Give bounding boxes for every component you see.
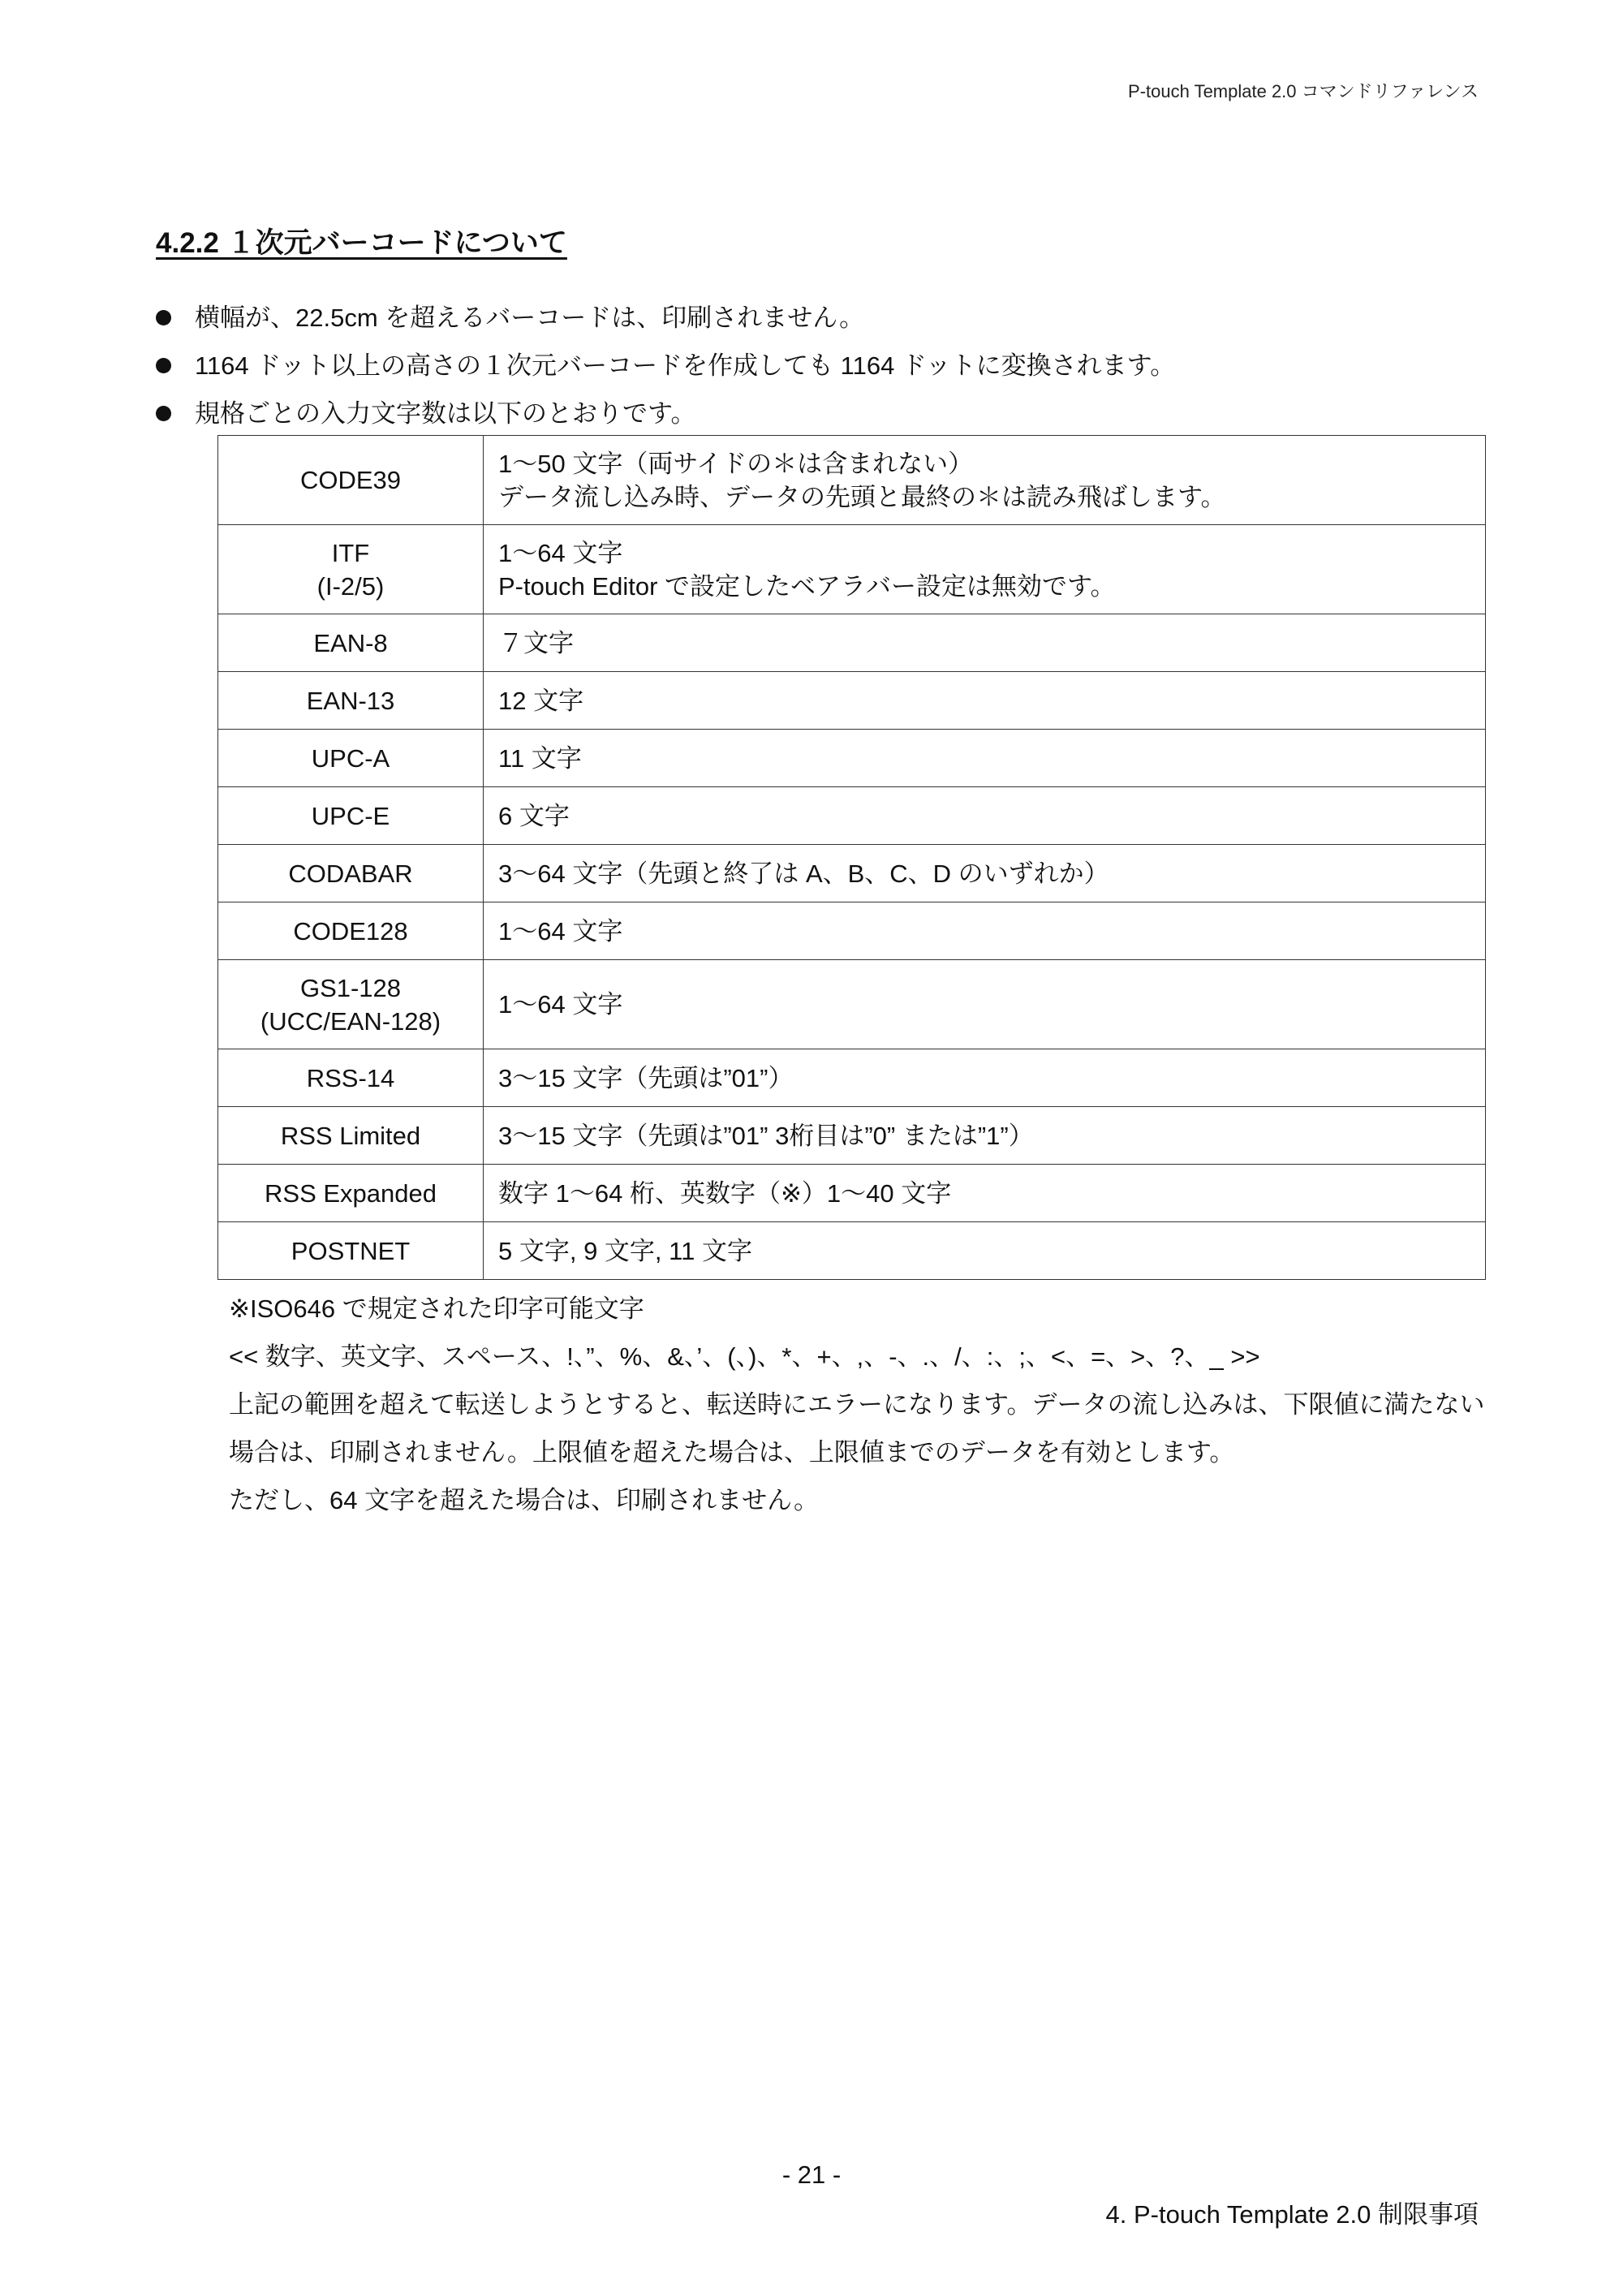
section-heading: 4.2.2 １次元バーコードについて [156, 227, 567, 259]
barcode-type-cell [218, 1049, 484, 1107]
table-row [218, 730, 1486, 787]
barcode-type-cell [218, 787, 484, 845]
barcode-type-cell [218, 525, 484, 614]
barcode-type: CODE39 [299, 466, 402, 494]
bullet-icon [156, 310, 171, 325]
barcode-type-cell [218, 1107, 484, 1165]
barcode-type-alias: (I-2/5) [316, 571, 385, 601]
bullet-text: 1164 ドット以上の高さの１次元バーコードを作成しても 1164 ドットに変換されます。 [195, 351, 1176, 380]
barcode-type: RSS Limited [280, 1121, 421, 1150]
barcode-type: RSS Expanded [265, 1178, 437, 1208]
character-limit-cell [484, 1049, 1486, 1107]
table-row [218, 902, 1486, 960]
transfer-note: 上記の範囲を超えて転送しようとすると、転送時にエラーになります。データの流し込みは、下限値に満たない場合は、印刷されません。上限値を超えた場合は、上限値までのデータを有効とします。 [229, 1390, 1485, 1467]
barcode-type: UPC-A [311, 743, 390, 773]
table-row [218, 787, 1486, 845]
page-number: - 21 - [781, 2160, 842, 2189]
barcode-type: CODABAR [288, 859, 413, 888]
printable-charset: << 数字、英文字、スペース、!、”、%、&、’、(、)、*、+、,、-、.、/、:、;、<、=、>、?、_ >> [229, 1342, 1260, 1371]
barcode-type: EAN-13 [306, 686, 395, 715]
barcode-limits-table [217, 435, 1486, 1280]
barcode-type-alias: (UCC/EAN-128) [260, 1006, 441, 1036]
barcode-type-cell [218, 672, 484, 730]
list-item [156, 390, 1175, 437]
limit-note: ただし、64 文字を超えた場合は、印刷されません。 [229, 1486, 819, 1514]
barcode-type-cell [218, 845, 484, 902]
barcode-type-cell [218, 1165, 484, 1222]
character-limit: ７文字 [498, 628, 574, 657]
character-limit-cell [484, 672, 1486, 730]
character-limit-cell [484, 1165, 1486, 1222]
bullet-text: 横幅が、22.5cm を超えるバーコードは、印刷されません。 [195, 303, 865, 332]
running-footer: 4. P-touch Template 2.0 制限事項 [1105, 2200, 1479, 2229]
notes-block [229, 1285, 1491, 1524]
bullet-text: 規格ごとの入力文字数は以下のとおりです。 [195, 398, 696, 428]
barcode-type: GS1-128 [299, 973, 402, 1002]
barcode-type-cell [218, 730, 484, 787]
barcode-type-cell [218, 960, 484, 1049]
character-limit: 3〜15 文字（先頭は”01”） [498, 1063, 794, 1092]
table-row [218, 672, 1486, 730]
character-limit-cell [484, 730, 1486, 787]
barcode-type: ITF [331, 538, 370, 567]
barcode-type: POSTNET [291, 1236, 411, 1265]
barcode-type-cell [218, 1222, 484, 1280]
table-row [218, 614, 1486, 672]
character-limit: 12 文字 [498, 686, 584, 715]
character-limit: 6 文字 [498, 801, 570, 830]
character-limit-cell [484, 960, 1486, 1049]
table-row [218, 1107, 1486, 1165]
character-limit-cell [484, 1222, 1486, 1280]
character-limit-cell [484, 614, 1486, 672]
character-limit: 11 文字 [498, 743, 582, 773]
barcode-type-cell [218, 902, 484, 960]
table-row [218, 845, 1486, 902]
character-limit-cell [484, 845, 1486, 902]
barcode-type: UPC-E [311, 801, 390, 830]
table-row [218, 436, 1486, 525]
list-item [156, 342, 1175, 390]
character-limit-cell [484, 436, 1486, 525]
bullet-icon [156, 406, 171, 421]
footnote: ※ISO646 で規定された印字可能文字 [229, 1294, 644, 1323]
character-limit-cell [484, 902, 1486, 960]
character-limit-cell [484, 787, 1486, 845]
character-limit: 1〜64 文字 [498, 990, 623, 1019]
bullet-list [156, 294, 1175, 437]
table-row [218, 1165, 1486, 1222]
character-limit: 1〜64 文字 [498, 538, 623, 567]
character-limit: 数字 1〜64 桁、英数字（※）1〜40 文字 [498, 1178, 952, 1208]
character-limit: 1〜64 文字 [498, 916, 623, 946]
table-row [218, 525, 1486, 614]
character-limit: 5 文字, 9 文字, 11 文字 [498, 1236, 752, 1265]
character-limit-cell [484, 525, 1486, 614]
character-limit: 3〜15 文字（先頭は”01” 3桁目は”0” または”1”） [498, 1121, 1034, 1150]
table-row [218, 1222, 1486, 1280]
barcode-type-cell [218, 614, 484, 672]
barcode-type: CODE128 [293, 916, 408, 946]
table-row [218, 1049, 1486, 1107]
barcode-type-cell [218, 436, 484, 525]
barcode-type: EAN-8 [313, 628, 388, 657]
bullet-icon [156, 358, 171, 373]
barcode-type: RSS-14 [306, 1063, 395, 1092]
character-limit-cell [484, 1107, 1486, 1165]
table-row [218, 960, 1486, 1049]
running-header: P-touch Template 2.0 コマンドリファレンス [1128, 81, 1479, 101]
character-limit-note: P-touch Editor で設定したベアラバー設定は無効です。 [498, 571, 1116, 601]
character-limit: 1〜50 文字（両サイドの＊は含まれない） [498, 449, 974, 478]
list-item [156, 294, 1175, 342]
character-limit: 3〜64 文字（先頭と終了は A、B、C、D のいずれか） [498, 859, 1109, 888]
character-limit-note: データ流し込み時、データの先頭と最終の＊は読み飛ばします。 [498, 482, 1226, 511]
